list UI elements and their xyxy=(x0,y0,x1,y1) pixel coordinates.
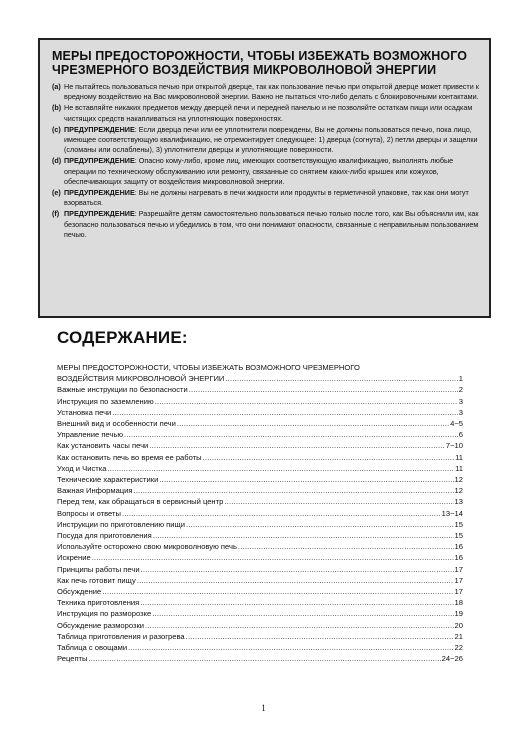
toc-entry xyxy=(57,575,463,586)
toc-entry-title: Рецепты xyxy=(57,654,88,664)
item-lead: ПРЕДУПРЕЖДЕНИЕ xyxy=(64,209,135,219)
toc-dot-leader xyxy=(159,474,453,485)
toc-dot-leader xyxy=(177,418,449,429)
toc-dot-leader xyxy=(128,642,453,653)
toc-dot-leader xyxy=(122,508,441,519)
toc-entry-title: Искрение xyxy=(57,553,91,563)
toc-dot-leader xyxy=(134,485,454,496)
toc-entry xyxy=(57,564,463,575)
toc-entry-page: 17 xyxy=(454,575,463,585)
toc-entry-page: 2 xyxy=(458,385,463,395)
toc-entry xyxy=(57,407,463,418)
precaution-item-d xyxy=(52,156,479,187)
toc-entry xyxy=(57,396,463,407)
toc-entry-title: Важные инструкции по безопасности xyxy=(57,385,188,395)
toc-entries xyxy=(57,373,463,664)
item-text: : Вы не должны нагревать в печи жидкости или продукты в герметичной упаковке, так как они могут взорваться. xyxy=(64,188,469,208)
toc-dot-leader xyxy=(225,373,457,384)
table-of-contents xyxy=(57,362,463,664)
toc-dot-leader xyxy=(89,653,441,664)
toc-entry xyxy=(57,429,463,440)
toc-entry xyxy=(57,496,463,507)
toc-dot-leader xyxy=(186,631,454,642)
toc-dot-leader xyxy=(186,519,454,530)
toc-entry-title: ВОЗДЕЙСТВИЯ МИКРОВОЛНОВОЙ ЭНЕРГИИ xyxy=(57,374,225,384)
toc-dot-leader xyxy=(124,429,458,440)
precautions-box xyxy=(38,38,491,318)
toc-entry xyxy=(57,608,463,619)
toc-dot-leader xyxy=(107,463,454,474)
item-lead: ПРЕДУПРЕЖДЕНИЕ xyxy=(64,124,135,134)
toc-entry xyxy=(57,485,463,496)
toc-entry xyxy=(57,418,463,429)
toc-dot-leader xyxy=(102,586,453,597)
toc-entry-title: Инструкции по приготовлению пищи xyxy=(57,519,186,529)
toc-entry-title: Принципы работы печи xyxy=(57,564,140,574)
toc-dot-leader xyxy=(153,530,454,541)
toc-entry-page: 24~26 xyxy=(441,654,463,664)
toc-entry xyxy=(57,586,463,597)
toc-entry-page: 4~5 xyxy=(450,419,463,429)
toc-entry-page: 6 xyxy=(458,430,463,440)
toc-entry-page: 12 xyxy=(454,475,463,485)
toc-entry-page: 17 xyxy=(454,587,463,597)
toc-entry xyxy=(57,597,463,608)
precautions-list xyxy=(52,82,479,240)
toc-heading: СОДЕРЖАНИЕ: xyxy=(57,328,188,347)
toc-entry-page: 18 xyxy=(454,598,463,608)
toc-entry-title: Технические характеристики xyxy=(57,475,159,485)
toc-entry-title: Таблица приготовления и разогрева xyxy=(57,631,185,641)
toc-entry-page: 13~14 xyxy=(441,508,463,518)
toc-entry-title: Как установить часы печи xyxy=(57,441,149,451)
toc-entry-title: Важная Информация xyxy=(57,486,133,496)
toc-entry-page: 22 xyxy=(454,643,463,653)
toc-entry-title: Установка печи xyxy=(57,407,112,417)
item-marker: (e) xyxy=(52,188,61,198)
precaution-item-e xyxy=(52,188,479,208)
toc-entry-title: Обсуждение xyxy=(57,587,102,597)
precaution-item-f xyxy=(52,209,479,240)
toc-entry xyxy=(57,631,463,642)
toc-entry xyxy=(57,620,463,631)
toc-entry-title: Посуда для приготовления xyxy=(57,531,152,541)
toc-entry xyxy=(57,373,463,384)
toc-entry-page: 15 xyxy=(454,519,463,529)
toc-dot-leader xyxy=(149,440,445,451)
toc-entry-page: 19 xyxy=(454,609,463,619)
toc-dot-leader xyxy=(224,496,453,507)
toc-entry-page: 1 xyxy=(458,374,463,384)
toc-entry-title: Обсуждение разморозки xyxy=(57,620,145,630)
toc-entry xyxy=(57,530,463,541)
toc-dot-leader xyxy=(152,608,453,619)
toc-entry-page: 20 xyxy=(454,620,463,630)
toc-entry-page: 17 xyxy=(454,564,463,574)
toc-entry-title: Перед тем, как обращаться в сервисный центр xyxy=(57,497,224,507)
precaution-item-a xyxy=(52,82,479,102)
toc-entry-page: 15 xyxy=(454,531,463,541)
toc-entry xyxy=(57,552,463,563)
toc-entry-page: 11 xyxy=(455,452,463,462)
toc-dot-leader xyxy=(189,384,458,395)
item-text: Не вставляйте никаких предметов между дверцей печи и передней панелью и не позволяйте остаткам пищи или осадкам чистящих средств накапливаться на уплотняющих поверхностях. xyxy=(64,103,473,123)
toc-entry xyxy=(57,384,463,395)
page-number: 1 xyxy=(261,703,266,713)
precaution-item-c xyxy=(52,125,479,156)
item-text: : Опасно кому-либо, кроме лиц, имеющих соответствующую квалификацию, выполнять любые операции по техническому обслуживанию или ремонту, связанные со снятием каких-либо крышек или кожухов, обеспечивающих защиту от воздействия микроволновой энергии. xyxy=(64,156,454,186)
toc-entry-page: 11 xyxy=(455,463,463,473)
item-text: : Разрешайте детям самостоятельно пользоваться печью только после того, как Вы объяснили им, как безопасно пользоваться печью и убедились в том, что они понимают опасности, связанные с неправильным пользованием печью. xyxy=(64,209,479,239)
toc-entry-page: 12 xyxy=(454,486,463,496)
item-text: Не пытайтесь пользоваться печью при открытой дверце, так как пользование печью при открытой дверце может привести к вредному воздействию на Вас микроволновой энергии. Важно не пытаться что-либо делать с блокировочными контактами. xyxy=(64,82,479,102)
toc-entry-title: Инструкция по заземлению xyxy=(57,396,154,406)
toc-entry-title: Таблица с овощами xyxy=(57,643,128,653)
toc-entry-title: Уход и Чистка xyxy=(57,463,107,473)
toc-entry-first-line: МЕРЫ ПРЕДОСТОРОЖНОСТИ, ЧТОБЫ ИЗБЕЖАТЬ ВОЗМОЖНОГО ЧРЕЗМЕРНОГО xyxy=(57,363,360,372)
toc-entry-title: Как остановить печь во время ее работы xyxy=(57,452,202,462)
toc-entry xyxy=(57,653,463,664)
item-marker: (f) xyxy=(52,209,60,219)
toc-entry xyxy=(57,463,463,474)
toc-entry xyxy=(57,508,463,519)
toc-entry xyxy=(57,440,463,451)
toc-dot-leader xyxy=(141,564,454,575)
item-lead: ПРЕДУПРЕЖДЕНИЕ xyxy=(64,188,135,198)
toc-entry-title: Как печь готовит пищу xyxy=(57,575,136,585)
toc-entry-page: 13 xyxy=(454,497,463,507)
toc-dot-leader xyxy=(92,552,454,563)
toc-entry xyxy=(57,474,463,485)
toc-entry-page: 16 xyxy=(454,542,463,552)
toc-dot-leader xyxy=(112,407,457,418)
toc-dot-leader xyxy=(145,620,454,631)
item-lead: ПРЕДУПРЕЖДЕНИЕ xyxy=(64,156,135,166)
toc-dot-leader xyxy=(238,541,454,552)
toc-entry xyxy=(57,519,463,530)
toc-entry xyxy=(57,452,463,463)
precautions-title: МЕРЫ ПРЕДОСТОРОЖНОСТИ, ЧТОБЫ ИЗБЕЖАТЬ ВОЗМОЖНОГО ЧРЕЗМЕРНОГО ВОЗДЕЙСТВИЯ МИКРОВОЛНОВОЙ ЭНЕРГИИ xyxy=(52,49,468,77)
toc-entry-title: Используйте осторожно свою микроволновую печь xyxy=(57,542,237,552)
toc-dot-leader xyxy=(155,396,458,407)
toc-entry-title: Внешний вид и особенности печи xyxy=(57,419,176,429)
toc-entry-page: 3 xyxy=(458,407,463,417)
toc-entry-title: Инструкция по разморозке xyxy=(57,609,152,619)
item-marker: (c) xyxy=(52,124,61,134)
item-text: : Если дверца печи или ее уплотнители повреждены, Вы не должны пользоваться печью, пока лицо, имеющее соответствующую квалификацию, не отремонтирует следующее: 1) дверца (согнута), 2) петли дверцы и защелки (сломаны или ослаблены), 3) уплотнители дверцы и уплотняющие поверхности. xyxy=(64,124,478,155)
toc-dot-leader xyxy=(137,575,454,586)
toc-entry-title: Техника приготовления xyxy=(57,598,140,608)
toc-entry-title: Вопросы и ответы xyxy=(57,508,121,518)
toc-dot-leader xyxy=(203,452,455,463)
toc-entry-page: 16 xyxy=(454,553,463,563)
item-marker: (d) xyxy=(52,156,62,166)
item-marker: (a) xyxy=(52,82,61,91)
toc-entry xyxy=(57,642,463,653)
precaution-item-b xyxy=(52,103,479,123)
toc-entry-page: 21 xyxy=(454,631,463,641)
toc-dot-leader xyxy=(140,597,453,608)
item-marker: (b) xyxy=(52,103,62,113)
toc-entry-title: Управление печью xyxy=(57,430,124,440)
toc-entry-page: 3 xyxy=(458,396,463,406)
toc-entry-page: 7~10 xyxy=(445,441,463,451)
toc-entry xyxy=(57,541,463,552)
